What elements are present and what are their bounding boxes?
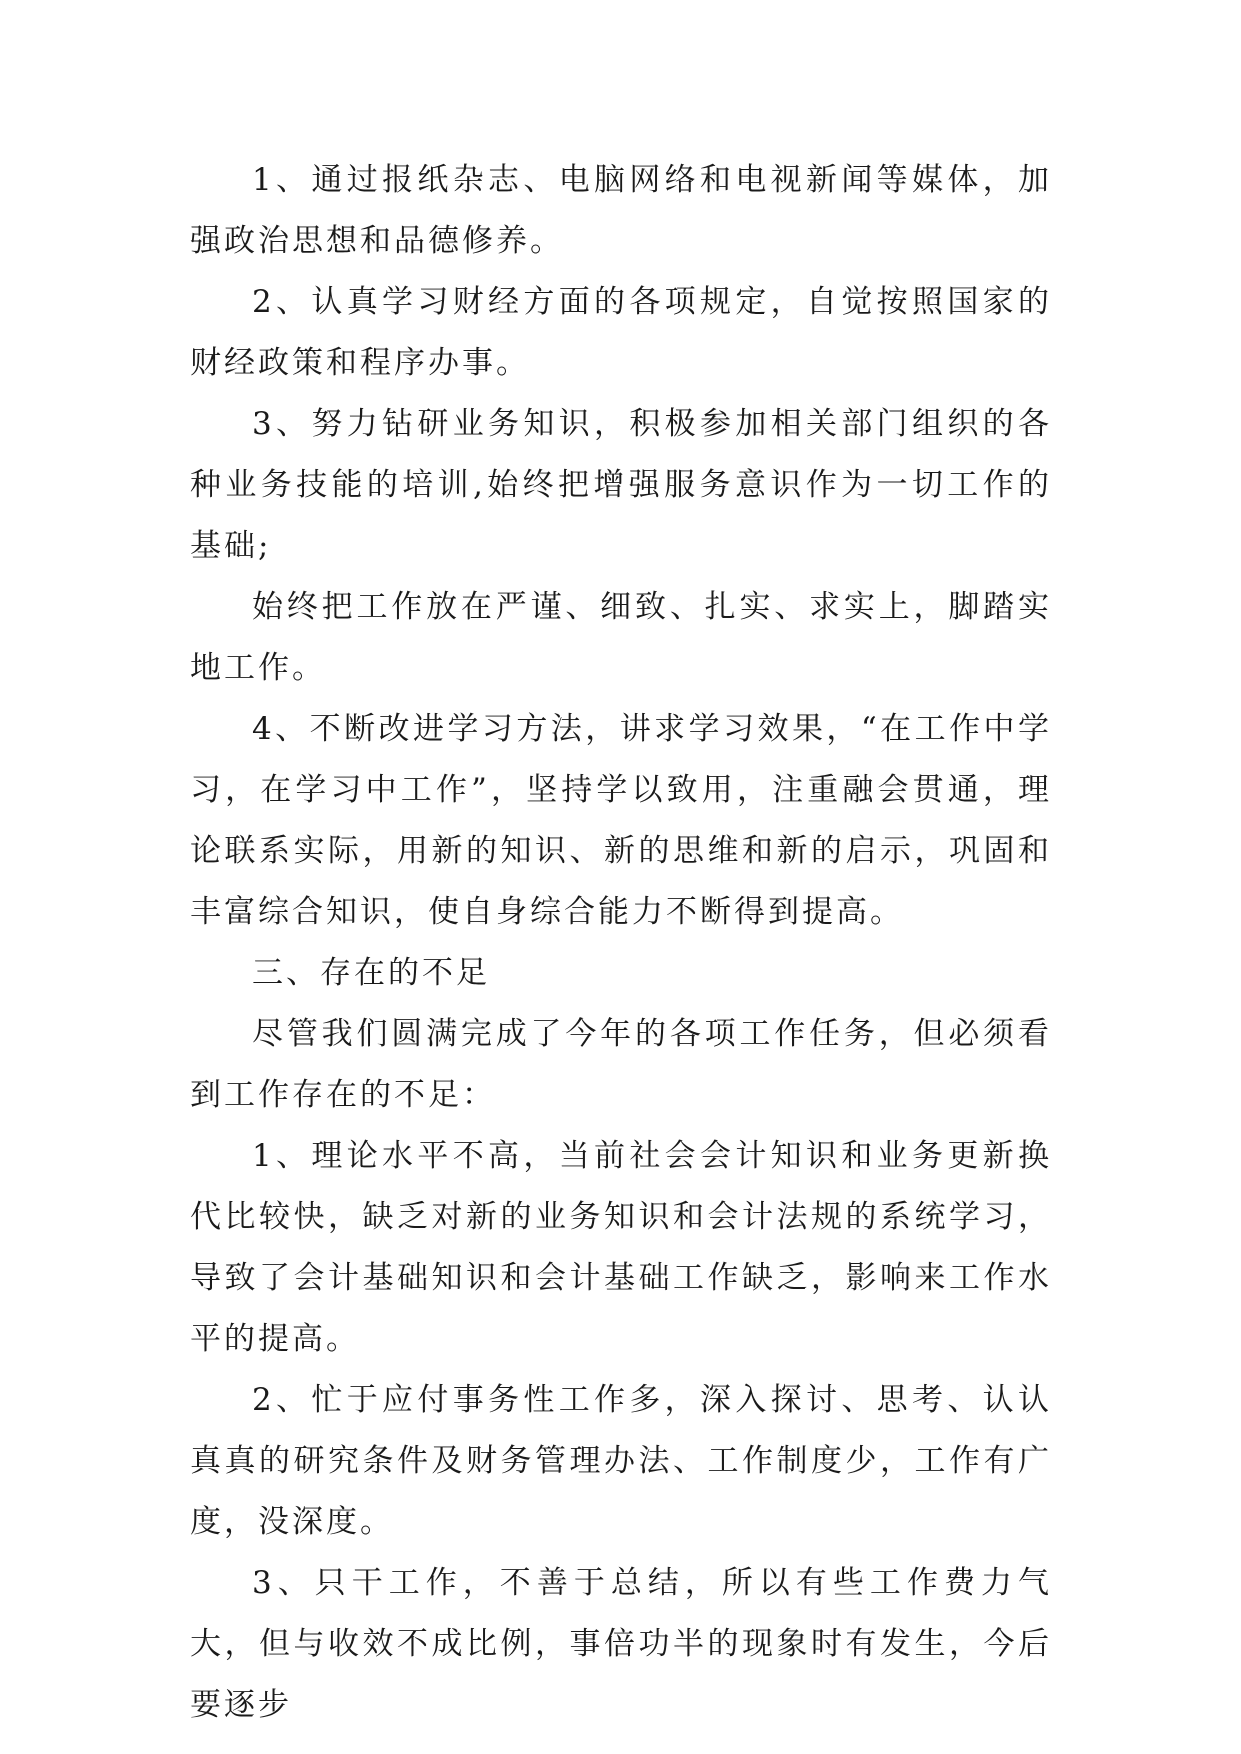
paragraph-summarizing: 3、只干工作，不善于总结，所以有些工作费力气大，但与收效不成比例，事倍功半的现象时有发生，今后要逐步 — [190, 1565, 1052, 1723]
paragraph-theory-level: 1、理论水平不高，当前社会会计知识和业务更新换代比较快，缺乏对新的业务知识和会计法规的系统学习，导致了会计基础知识和会计基础工作缺乏，影响来工作水平的提高。 — [190, 1138, 1052, 1357]
paragraph-finance-regulations: 2、认真学习财经方面的各项规定，自觉按照国家的财经政策和程序办事。 — [190, 284, 1052, 381]
paragraph-business-training: 3、努力钻研业务知识，积极参加相关部门组织的各种业务技能的培训,始终把增强服务意识作为一切工作的基础; — [190, 406, 1052, 564]
paragraph-learning-media: 1、通过报纸杂志、电脑网络和电视新闻等媒体，加强政治思想和品德修养。 — [190, 162, 1052, 259]
paragraph-learning-methods: 4、不断改进学习方法，讲求学习效果，“在工作中学习，在学习中工作”，坚持学以致用，注重融会贯通，理论联系实际，用新的知识、新的思维和新的启示，巩固和丰富综合知识，使自身综合能力不断得到提高。 — [190, 711, 1052, 930]
paragraph-shortcomings-intro: 尽管我们圆满完成了今年的各项工作任务，但必须看到工作存在的不足： — [190, 1016, 1052, 1113]
paragraph-routine-work: 2、忙于应付事务性工作多，深入探讨、思考、认认真真的研究条件及财务管理办法、工作制度少，工作有广度，没深度。 — [190, 1382, 1052, 1540]
document-body — [190, 150, 1052, 1736]
section-heading-shortcomings: 三、存在的不足 — [252, 955, 490, 991]
paragraph-rigorous-work: 始终把工作放在严谨、细致、扎实、求实上，脚踏实地工作。 — [190, 589, 1052, 686]
